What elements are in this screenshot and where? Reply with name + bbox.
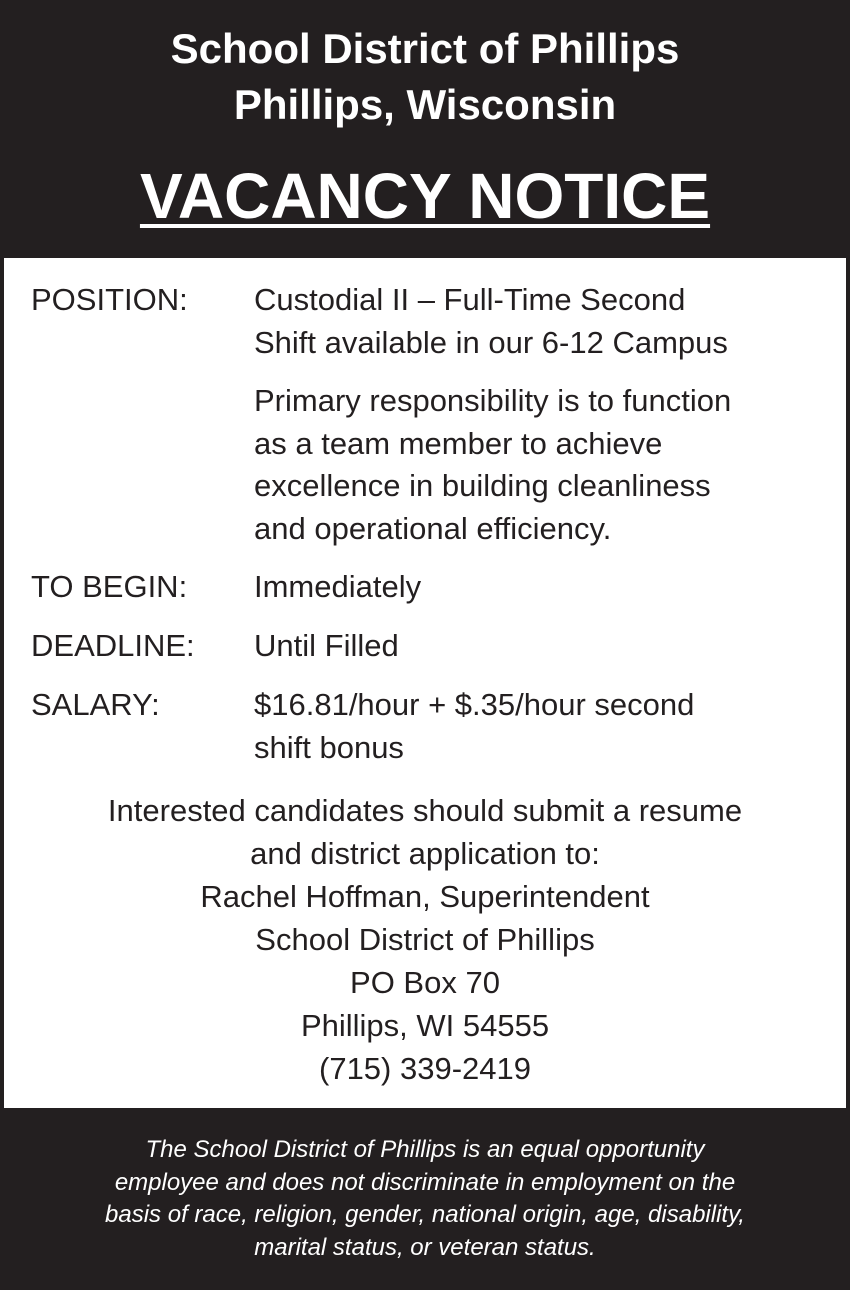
contact-po-box: PO Box 70	[350, 965, 500, 1000]
contact-intro: and district application to:	[250, 836, 600, 871]
footer-line: The School District of Phillips is an equal opportunity	[145, 1136, 705, 1163]
district-name: School District of Phillips	[170, 25, 680, 72]
contact-intro: Interested candidates should submit a resume	[107, 793, 743, 828]
contact-name: Rachel Hoffman, Superintendent	[200, 879, 650, 914]
contact-city: Phillips, WI 54555	[300, 1008, 550, 1043]
salary-value	[254, 684, 834, 769]
responsibility-line: and operational efficiency.	[254, 510, 612, 546]
begin-value: Immediately	[254, 569, 422, 604]
footer-line: basis of race, religion, gender, national origin, age, disability,	[105, 1201, 745, 1228]
salary-line: $16.81/hour + $.35/hour second	[254, 687, 695, 722]
deadline-value: Until Filled	[254, 628, 399, 663]
responsibility-line: Primary responsibility is to function	[254, 383, 732, 418]
begin-label: TO BEGIN:	[31, 569, 188, 604]
responsibility-text	[254, 380, 834, 550]
footer-line: marital status, or veteran status.	[254, 1233, 596, 1261]
position-value	[254, 279, 834, 364]
district-location: Phillips, Wisconsin	[233, 81, 617, 128]
responsibility-line: excellence in building cleanliness	[254, 468, 711, 503]
position-line: Custodial II – Full-Time Second	[254, 282, 686, 317]
deadline-label: DEADLINE:	[31, 628, 195, 663]
salary-line: shift bonus	[254, 729, 404, 765]
contact-phone: (715) 339-2419	[319, 1051, 531, 1086]
notice-header	[0, 0, 850, 258]
salary-label: SALARY:	[31, 687, 160, 722]
position-line: Shift available in our 6-12 Campus	[254, 324, 728, 360]
notice-title: VACANCY NOTICE	[139, 160, 711, 232]
contact-block	[4, 789, 846, 1090]
contact-organization: School District of Phillips	[255, 922, 595, 957]
notice-body	[4, 258, 846, 1108]
footer-line: employee and does not discriminate in employment on the	[114, 1168, 736, 1196]
position-label: POSITION:	[31, 282, 188, 317]
responsibility-line: as a team member to achieve	[254, 425, 663, 461]
equal-opportunity-statement	[0, 1134, 850, 1264]
